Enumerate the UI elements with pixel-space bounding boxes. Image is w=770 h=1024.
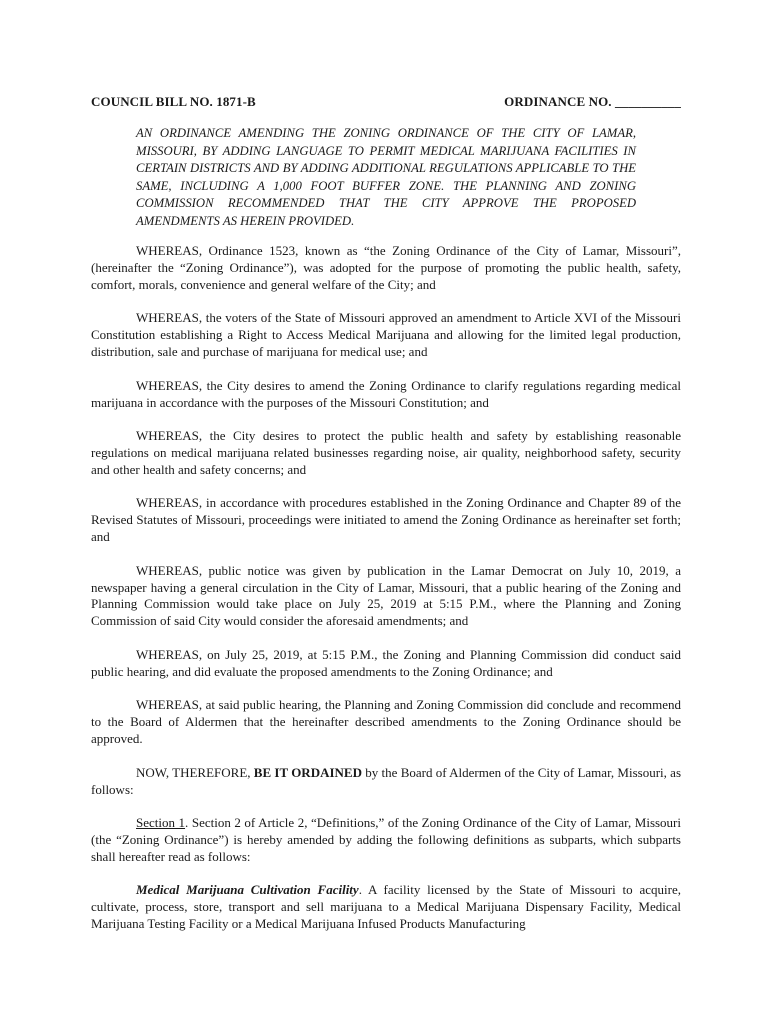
council-bill-number: COUNCIL BILL NO. 1871-B (91, 94, 256, 109)
whereas-paragraph: WHEREAS, on July 25, 2019, at 5:15 P.M., the Zoning and Planning Commission did conduct said public hearing, and did evaluate the proposed amendments to the Zoning Ordinance; and (91, 646, 681, 679)
ordinance-number: ORDINANCE NO. __________ (504, 94, 681, 109)
ordinance-title: AN ORDINANCE AMENDING THE ZONING ORDINANCE OF THE CITY OF LAMAR, MISSOURI, BY ADDING LANGUAGE TO PERMIT MEDICAL MARIJUANA FACILITIES IN CERTAIN DISTRICTS AND BY ADDING ADDITIONAL REGULATIONS APPLICABLE TO THE SAME, INCLUDING A 1,000 FOOT BUFFER ZONE. THE PLANNING AND ZONING COMMISSION RECOMMENDED THAT THE CITY APPROVE THE PROPOSED AMENDMENTS AS HEREIN PROVIDED. (136, 126, 636, 228)
section-1-label: Section 1 (136, 815, 186, 830)
section-1-text: . Section 2 of Article 2, “Definitions,” of the Zoning Ordinance of the City of Lamar, Missouri (the “Zoning Ordinance”) is hereby amended by adding the following definitions as subparts, which subparts shall hereafter read as follows: (91, 815, 681, 864)
whereas-paragraph: WHEREAS, Ordinance 1523, known as “the Zoning Ordinance of the City of Lamar, Missouri”, (hereinafter the “Zoning Ordinance”), was adopted for the purpose of promoting the public health, safety, comfort, morals, convenience and general welfare of the City; and (91, 243, 681, 292)
now-therefore-rest: by the Board of Aldermen of the City of Lamar, Missouri, as follows: (91, 764, 681, 797)
definition-text: . A facility licensed by the State of Missouri to acquire, cultivate, process, store, transport and sell marijuana to a Medical Marijuana Dispensary Facility, Medical Marijuana Testing Facility or a Medical Marijuana Infused Products Manufacturing (91, 882, 681, 932)
section-1-paragraph (91, 815, 681, 866)
document-body (91, 243, 681, 950)
now-therefore-lead: NOW, THEREFORE, (136, 764, 254, 780)
be-it-ordained: BE IT ORDAINED (253, 764, 362, 780)
now-therefore-paragraph (91, 765, 681, 799)
whereas-paragraph: WHEREAS, public notice was given by publication in the Lamar Democrat on July 10, 2019, a newspaper having a general circulation in the City of Lamar, Missouri, that a public hearing of the Zoning and Planning Commission would take place on July 25, 2019 at 5:15 P.M., where the Planning and Zoning Commission of said City would consider the aforesaid amendments; and (91, 562, 681, 629)
definition-paragraph (91, 882, 681, 933)
whereas-paragraph: WHEREAS, at said public hearing, the Planning and Zoning Commission did conclude and recommend to the Board of Aldermen that the hereinafter described amendments to the Zoning Ordinance should be approved. (91, 697, 681, 747)
whereas-paragraph: WHEREAS, the City desires to protect the public health and safety by establishing reasonable regulations on medical marijuana related businesses regarding noise, air quality, neighborhood safety, security and other health and safety concerns; and (91, 428, 681, 477)
whereas-paragraph: WHEREAS, the voters of the State of Missouri approved an amendment to Article XVI of the Missouri Constitution establishing a Right to Access Medical Marijuana and allowing for the limited legal production, distribution, sale and purchase of marijuana for medical use; and (91, 310, 681, 360)
whereas-paragraph: WHEREAS, the City desires to amend the Zoning Ordinance to clarify regulations regarding medical marijuana in accordance with the purposes of the Missouri Constitution; and (91, 377, 681, 410)
whereas-paragraph: WHEREAS, in accordance with procedures established in the Zoning Ordinance and Chapter 89 of the Revised Statutes of Missouri, proceedings were initiated to amend the Zoning Ordinance as hereinafter set forth; and (91, 495, 681, 545)
definition-term: Medical Marijuana Cultivation Facility (136, 882, 359, 898)
document-header (91, 94, 681, 110)
